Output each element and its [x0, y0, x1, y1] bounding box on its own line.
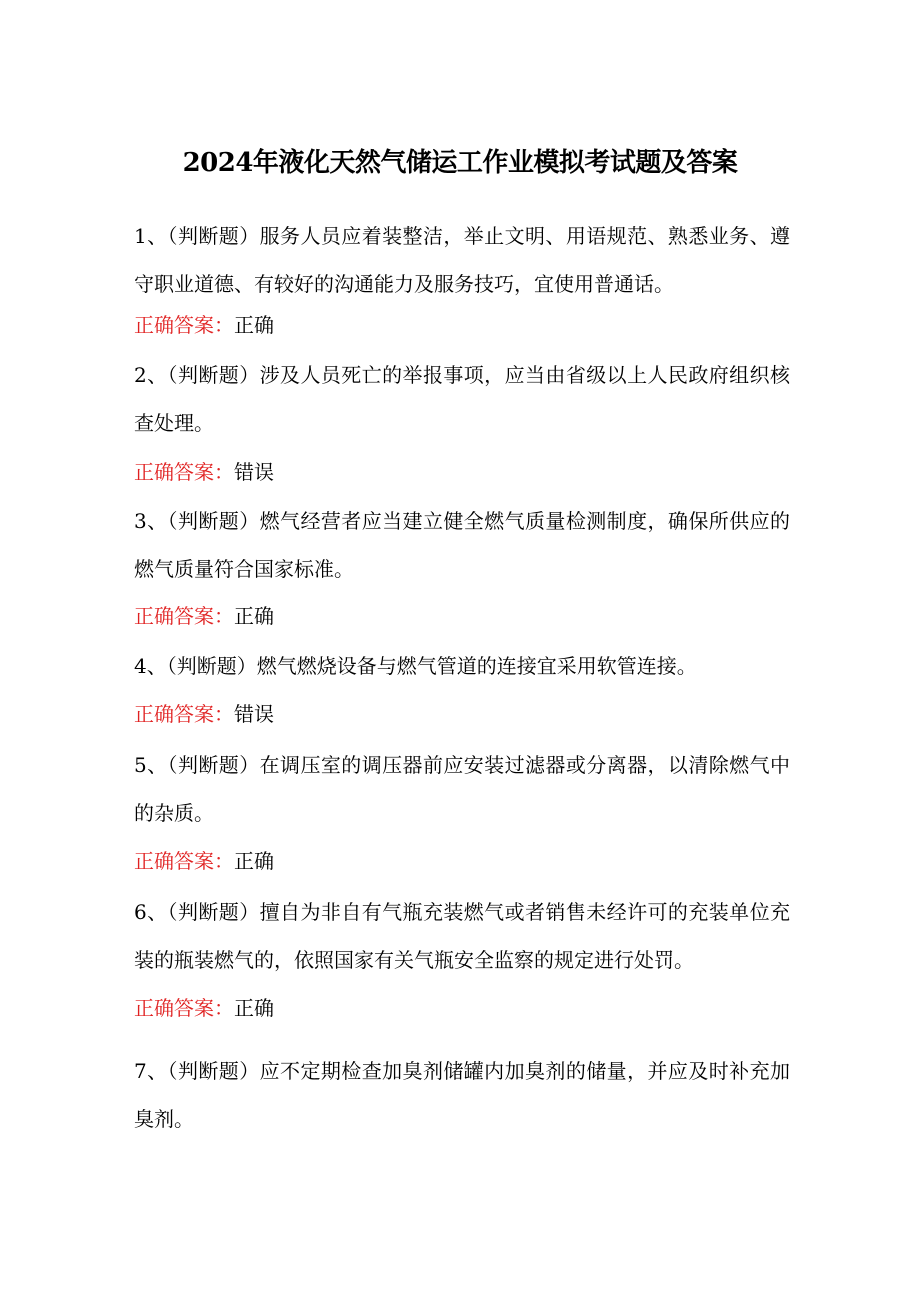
question-7: 7、（判断题）应不定期检查加臭剂储罐内加臭剂的储量，并应及时补充加臭剂。 — [134, 1059, 790, 1131]
answer-1 — [134, 305, 790, 345]
answer-value: 正确 — [234, 849, 274, 873]
answer-value: 正确 — [234, 996, 274, 1020]
answer-label: 正确答案： — [134, 849, 234, 873]
answer-value: 正确 — [234, 604, 274, 628]
answer-label: 正确答案： — [134, 460, 234, 484]
question-2: 2、（判断题）涉及人员死亡的举报事项，应当由省级以上人民政府组织核查处理。 — [134, 363, 790, 435]
question-3: 3、（判断题）燃气经营者应当建立健全燃气质量检测制度，确保所供应的燃气质量符合国家标准。 — [134, 509, 790, 581]
document-title: 2024年液化天然气储运工作业模拟考试题及答案 — [182, 148, 738, 178]
answer-label: 正确答案： — [134, 996, 234, 1020]
answer-5 — [134, 841, 790, 881]
question-4: 4、（判断题）燃气燃烧设备与燃气管道的连接宜采用软管连接。 — [134, 654, 697, 678]
answer-value: 错误 — [234, 460, 274, 484]
answer-6 — [134, 988, 790, 1028]
answer-4 — [134, 694, 790, 734]
answer-label: 正确答案： — [134, 313, 234, 337]
answer-2 — [134, 452, 790, 492]
question-6: 6、（判断题）擅自为非自有气瓶充装燃气或者销售未经许可的充装单位充装的瓶装燃气的，依照国家有关气瓶安全监察的规定进行处罚。 — [134, 900, 790, 972]
answer-value: 正确 — [234, 313, 274, 337]
answer-3 — [134, 596, 790, 636]
answer-value: 错误 — [234, 702, 274, 726]
question-5: 5、（判断题）在调压室的调压器前应安装过滤器或分离器，以清除燃气中的杂质。 — [134, 753, 790, 825]
answer-label: 正确答案： — [134, 702, 234, 726]
answer-label: 正确答案： — [134, 604, 234, 628]
question-1: 1、（判断题）服务人员应着装整洁，举止文明、用语规范、熟悉业务、遵守职业道德、有较好的沟通能力及服务技巧，宜使用普通话。 — [134, 224, 790, 296]
